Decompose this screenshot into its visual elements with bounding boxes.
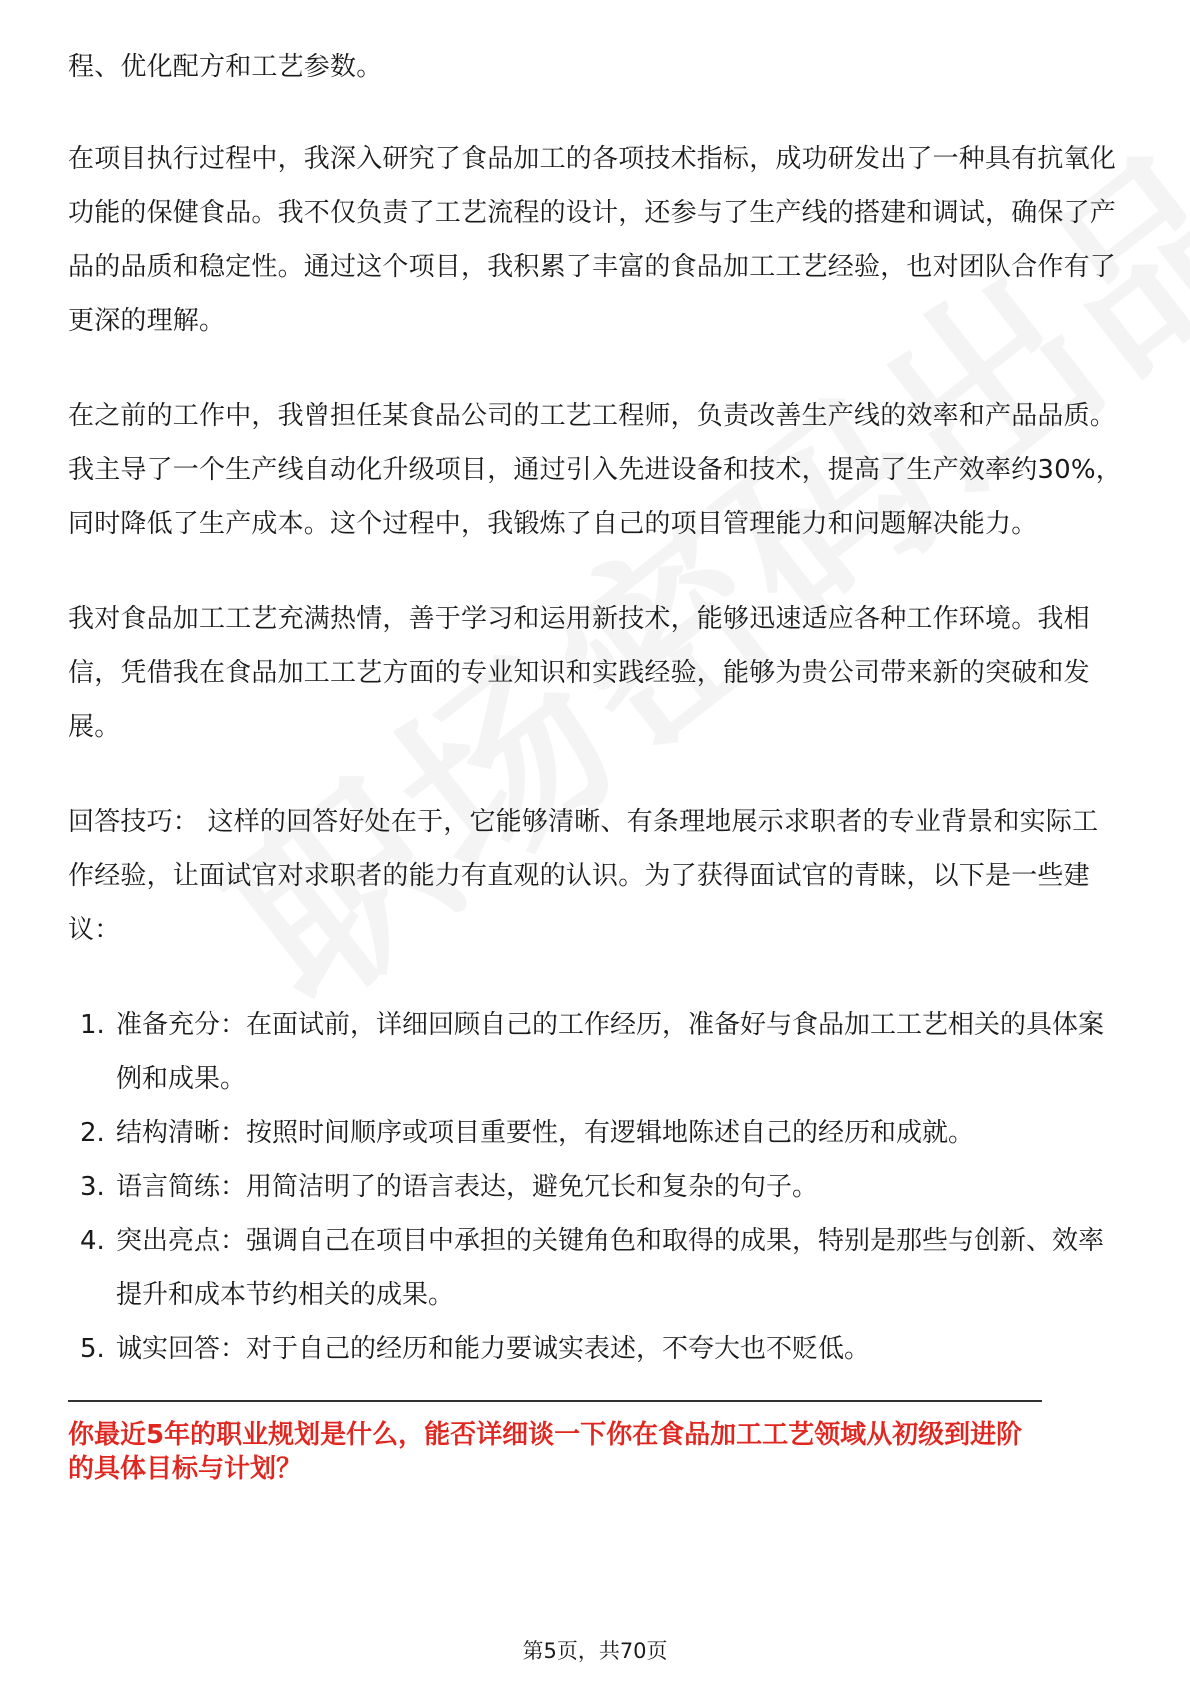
list-item — [68, 998, 1124, 1106]
interview-question: 你最近5年的职业规划是什么，能否详细谈一下你在食品加工工艺领域从初级到进阶的具体目标与计划？ — [68, 1420, 1023, 1484]
paragraph-previous-work: 在之前的工作中，我曾担任某食品公司的工艺工程师，负责改善生产线的效率和产品品质。我主导了一个生产线自动化升级项目，通过引入先进设备和技术，提高了生产效率约30%，同时降低了生产成本。这个过程中，我锻炼了自己的项目管理能力和问题解决能力。 — [68, 401, 1122, 539]
list-item — [68, 1214, 1124, 1322]
paragraph-answer-tips: 回答技巧： 这样的回答好处在于，它能够清晰、有条理地展示求职者的专业背景和实际工作经验，让面试官对求职者的能力有直观的认识。为了获得面试官的青睐，以下是一些建议： — [68, 807, 1099, 945]
paragraph-project: 在项目执行过程中，我深入研究了食品加工的各项技术指标，成功研发出了一种具有抗氧化功能的保健食品。我不仅负责了工艺流程的设计，还参与了生产线的搭建和调试，确保了产品的品质和稳定性。通过这个项目，我积累了丰富的食品加工工艺经验，也对团队合作有了更深的理解。 — [68, 144, 1117, 336]
list-item-number: 3. — [80, 1172, 105, 1202]
tips-list — [68, 998, 1124, 1376]
list-item — [68, 1160, 1124, 1214]
page-footer: 第5页，共70页 — [522, 1639, 668, 1663]
list-item-number: 5. — [80, 1334, 105, 1364]
list-item-number: 4. — [80, 1226, 105, 1256]
list-item-text: 准备充分：在面试前，详细回顾自己的工作经历，准备好与食品加工工艺相关的具体案例和成果。 — [116, 1010, 1105, 1094]
section-divider — [68, 1400, 1042, 1402]
list-item-text: 诚实回答：对于自己的经历和能力要诚实表述，不夸大也不贬低。 — [116, 1334, 871, 1364]
list-item-text: 突出亮点：强调自己在项目中承担的关键角色和取得的成果，特别是那些与创新、效率提升和成本节约相关的成果。 — [116, 1226, 1105, 1310]
paragraph-continuation: 程、优化配方和工艺参数。 — [68, 52, 383, 82]
list-item-number: 1. — [80, 1010, 105, 1040]
list-item — [68, 1106, 1124, 1160]
list-item-text: 语言简练：用简洁明了的语言表达，避免冗长和复杂的句子。 — [116, 1172, 819, 1202]
paragraph-passion: 我对食品加工工艺充满热情，善于学习和运用新技术，能够迅速适应各种工作环境。我相信，凭借我在食品加工工艺方面的专业知识和实践经验，能够为贵公司带来新的突破和发展。 — [68, 604, 1090, 742]
main-content — [68, 40, 1124, 1376]
list-item — [68, 1322, 1124, 1376]
list-item-text: 结构清晰：按照时间顺序或项目重要性，有逻辑地陈述自己的经历和成就。 — [116, 1118, 975, 1148]
list-item-number: 2. — [80, 1118, 105, 1148]
